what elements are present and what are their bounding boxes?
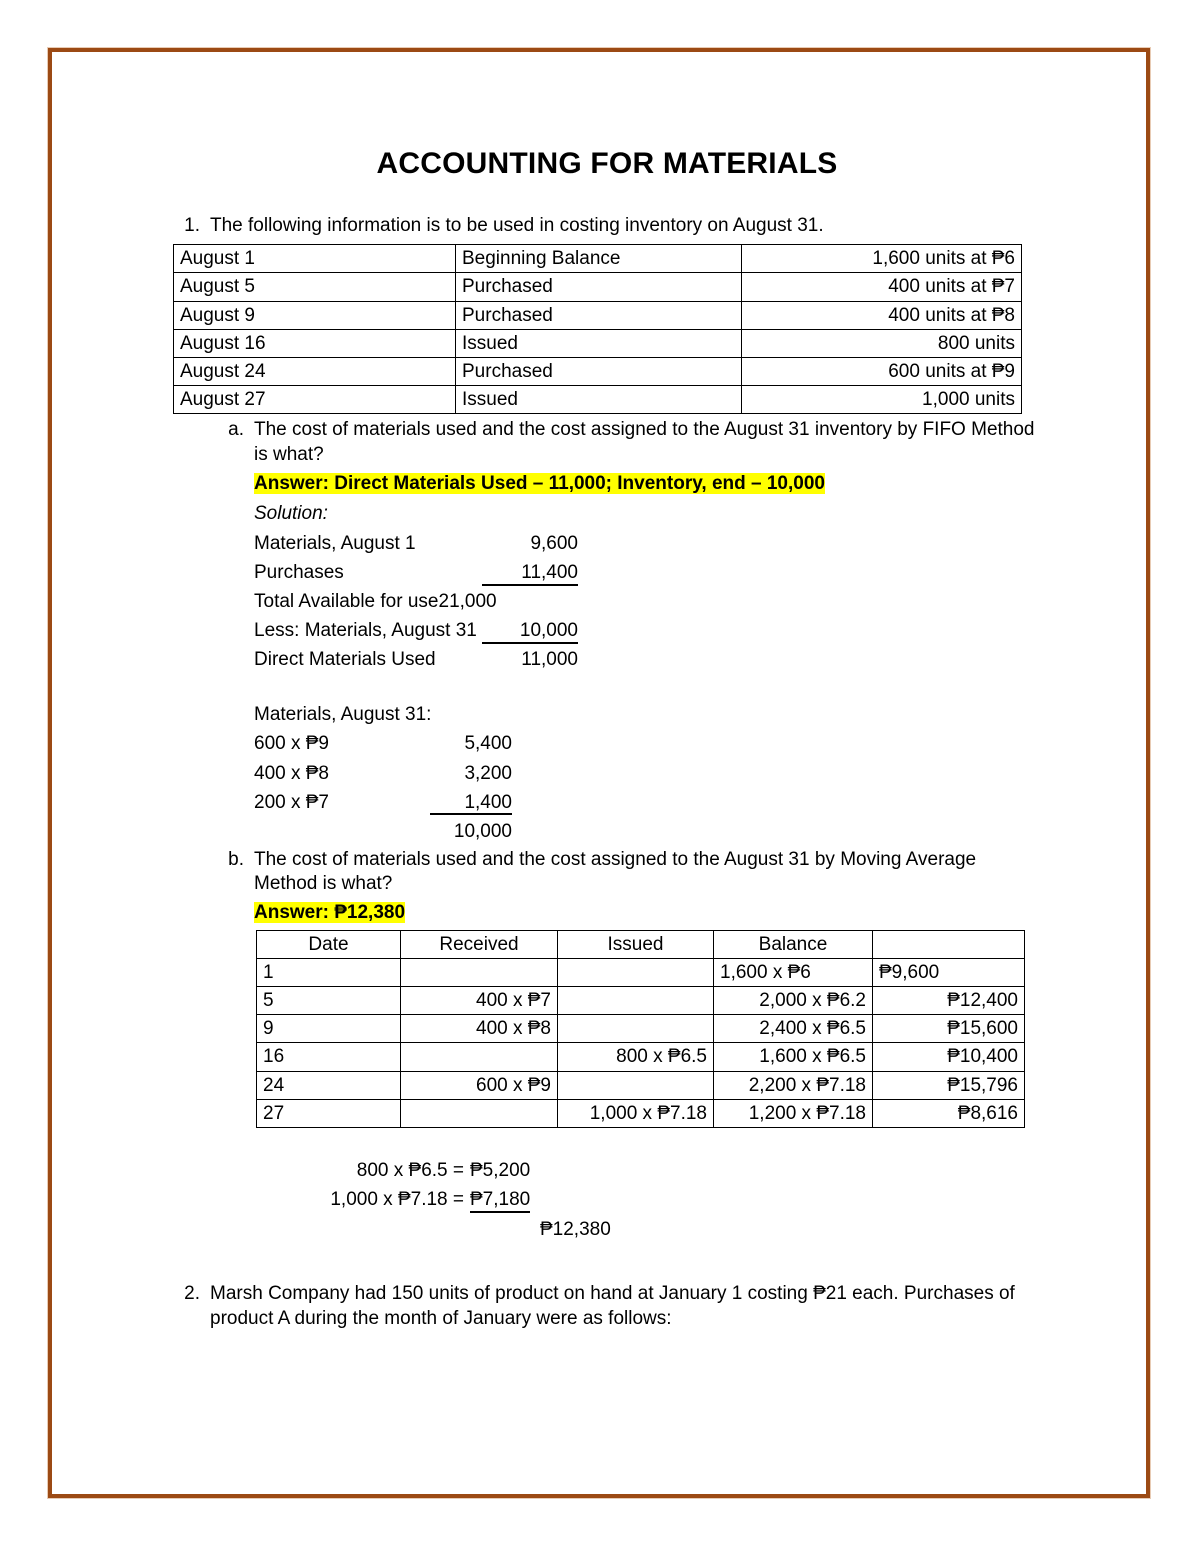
calc-label: Materials, August 1 (254, 533, 416, 555)
question-1b-body (254, 848, 1042, 1245)
ending-label: 400 x ₱8 (254, 762, 329, 784)
cell-amount: ₱8,616 (873, 1099, 1025, 1127)
table-row (174, 386, 1022, 414)
document-content (172, 147, 1042, 1331)
inventory-data-table (173, 244, 1022, 414)
cell-balance: 1,600 x ₱6.5 (714, 1043, 873, 1071)
cell-quantity: 1,000 units (742, 386, 1022, 414)
question-1a (220, 418, 1042, 845)
cell-amount: ₱15,796 (873, 1071, 1025, 1099)
page-title: ACCOUNTING FOR MATERIALS (376, 147, 838, 180)
cell-date: 24 (257, 1071, 401, 1099)
cell-date: 1 (257, 958, 401, 986)
cell-date: August 24 (174, 358, 456, 386)
ending-inventory-row (254, 759, 1042, 788)
moving-average-table-body (257, 958, 1025, 1127)
ending-amount: 5,400 (464, 733, 512, 755)
table-header-row (257, 930, 1025, 958)
ending-label: 600 x ₱9 (254, 733, 329, 755)
moving-average-footing (288, 1156, 1042, 1244)
ending-amount: 1,400 (430, 792, 512, 816)
calc-row (254, 645, 1042, 674)
question-1b-marker: b. (228, 848, 244, 870)
calc-row (254, 616, 1042, 645)
table-row (257, 1015, 1025, 1043)
solution-label-a: Solution: (254, 503, 328, 525)
cell-date: August 1 (174, 245, 456, 273)
cell-quantity: 600 units at ₱9 (742, 358, 1022, 386)
cell-quantity: 1,600 units at ₱6 (742, 245, 1022, 273)
ending-inventory-row (254, 817, 1042, 846)
cell-received: 400 x ₱7 (401, 987, 558, 1015)
footing-total: ₱12,380 (540, 1218, 611, 1240)
cell-date: August 9 (174, 301, 456, 329)
calc-row (254, 587, 1042, 616)
table-row (257, 1043, 1025, 1071)
calc-label: Purchases (254, 562, 344, 584)
page-border-frame (48, 48, 1150, 1498)
column-header-date: Date (257, 930, 401, 958)
calc-amount: 11,000 (521, 649, 578, 671)
answer-1a-highlight: Answer: Direct Materials Used – 11,000; Inventory, end – 10,000 (254, 472, 825, 494)
cell-issued: 800 x ₱6.5 (558, 1043, 714, 1071)
footing-value: ₱7,180 (470, 1189, 530, 1213)
table-row (257, 987, 1025, 1015)
ending-label: 200 x ₱7 (254, 791, 329, 813)
table-row (257, 958, 1025, 986)
cell-description: Purchased (456, 358, 742, 386)
calc-row (254, 529, 1042, 558)
cell-quantity: 400 units at ₱8 (742, 301, 1022, 329)
question-2-text: Marsh Company had 150 units of product on hand at January 1 costing ₱21 each. Purchases of product A during the month of January were as follows: (210, 1283, 1015, 1329)
inventory-table-body (174, 245, 1022, 414)
cell-description: Issued (456, 329, 742, 357)
footing-row (288, 1156, 1042, 1185)
question-1a-marker: a. (228, 419, 244, 441)
cell-description: Purchased (456, 301, 742, 329)
calc-amount: 21,000 (438, 591, 497, 613)
answer-1b-wrapper (254, 901, 1042, 926)
question-1a-text: The cost of materials used and the cost assigned to the August 31 inventory by FIFO Method is what? (254, 419, 1035, 466)
cell-date: August 5 (174, 273, 456, 301)
cell-balance: 1,200 x ₱7.18 (714, 1099, 873, 1127)
column-header-balance: Balance (714, 930, 873, 958)
cell-description: Issued (456, 386, 742, 414)
cell-received (401, 958, 558, 986)
block-spacer (254, 674, 1042, 700)
question-1-marker: 1. (184, 215, 200, 236)
ending-amount: 3,200 (464, 762, 512, 784)
question-2-marker: 2. (184, 1283, 200, 1305)
cell-quantity: 400 units at ₱7 (742, 273, 1022, 301)
cell-issued: 1,000 x ₱7.18 (558, 1099, 714, 1127)
cell-date: 5 (257, 987, 401, 1015)
cell-received (401, 1043, 558, 1071)
calc-amount: 9,600 (530, 533, 578, 555)
answer-1a-wrapper (254, 472, 1042, 497)
table-row (174, 358, 1022, 386)
table-row (174, 273, 1022, 301)
cell-amount: ₱10,400 (873, 1043, 1025, 1071)
ending-amount: 10,000 (453, 820, 512, 842)
table-row (257, 1099, 1025, 1127)
footing-total-row (288, 1215, 1042, 1244)
column-header-amount (873, 930, 1025, 958)
cell-description: Purchased (456, 273, 742, 301)
cell-balance: 2,000 x ₱6.2 (714, 987, 873, 1015)
ending-inventory-label: Materials, August 31: (254, 704, 432, 726)
question-1b-text: The cost of materials used and the cost assigned to the August 31 by Moving Average Method is what? (254, 848, 977, 895)
column-header-received: Received (401, 930, 558, 958)
footing-row (288, 1185, 1042, 1214)
table-row (174, 301, 1022, 329)
cell-issued (558, 987, 714, 1015)
cell-balance: 1,600 x ₱6 (714, 958, 873, 986)
moving-average-table-head (257, 930, 1025, 958)
calc-amount: 11,400 (482, 562, 578, 586)
cell-date: 27 (257, 1099, 401, 1127)
calc-label: Total Available for use (254, 591, 439, 613)
column-header-issued: Issued (558, 930, 714, 958)
cell-balance: 2,200 x ₱7.18 (714, 1071, 873, 1099)
cell-description: Beginning Balance (456, 245, 742, 273)
ending-inventory-row (254, 729, 1042, 758)
calc-label: Direct Materials Used (254, 649, 436, 671)
question-1a-body (254, 418, 1042, 845)
calc-label: Less: Materials, August 31 (254, 620, 477, 642)
question-1-text: The following information is to be used in costing inventory on August 31. (210, 215, 824, 236)
cell-received: 400 x ₱8 (401, 1015, 558, 1043)
cell-received (401, 1099, 558, 1127)
footing-expression: 800 x ₱6.5 = (356, 1159, 464, 1181)
calc-row (254, 558, 1042, 587)
cell-balance: 2,400 x ₱6.5 (714, 1015, 873, 1043)
moving-average-table (256, 930, 1025, 1128)
cell-date: 16 (257, 1043, 401, 1071)
footing-expression: 1,000 x ₱7.18 = (330, 1189, 464, 1211)
answer-1b-highlight: Answer: ₱12,380 (254, 902, 406, 924)
cell-date: August 27 (174, 386, 456, 414)
cell-date: 9 (257, 1015, 401, 1043)
cell-amount: ₱9,600 (873, 958, 1025, 986)
fifo-solution-block (254, 529, 1042, 846)
cell-date: August 16 (174, 329, 456, 357)
calc-amount: 10,000 (482, 620, 578, 644)
table-row (174, 245, 1022, 273)
cell-amount: ₱15,600 (873, 1015, 1025, 1043)
table-row (174, 329, 1022, 357)
cell-issued (558, 958, 714, 986)
cell-received: 600 x ₱9 (401, 1071, 558, 1099)
cell-issued (558, 1015, 714, 1043)
cell-issued (558, 1071, 714, 1099)
footing-value: ₱5,200 (470, 1159, 531, 1181)
cell-amount: ₱12,400 (873, 987, 1025, 1015)
question-1 (172, 214, 1042, 238)
ending-inventory-row (254, 788, 1042, 817)
question-1b (220, 848, 1042, 1245)
question-2 (172, 1282, 1042, 1331)
table-row (257, 1071, 1025, 1099)
cell-quantity: 800 units (742, 329, 1022, 357)
